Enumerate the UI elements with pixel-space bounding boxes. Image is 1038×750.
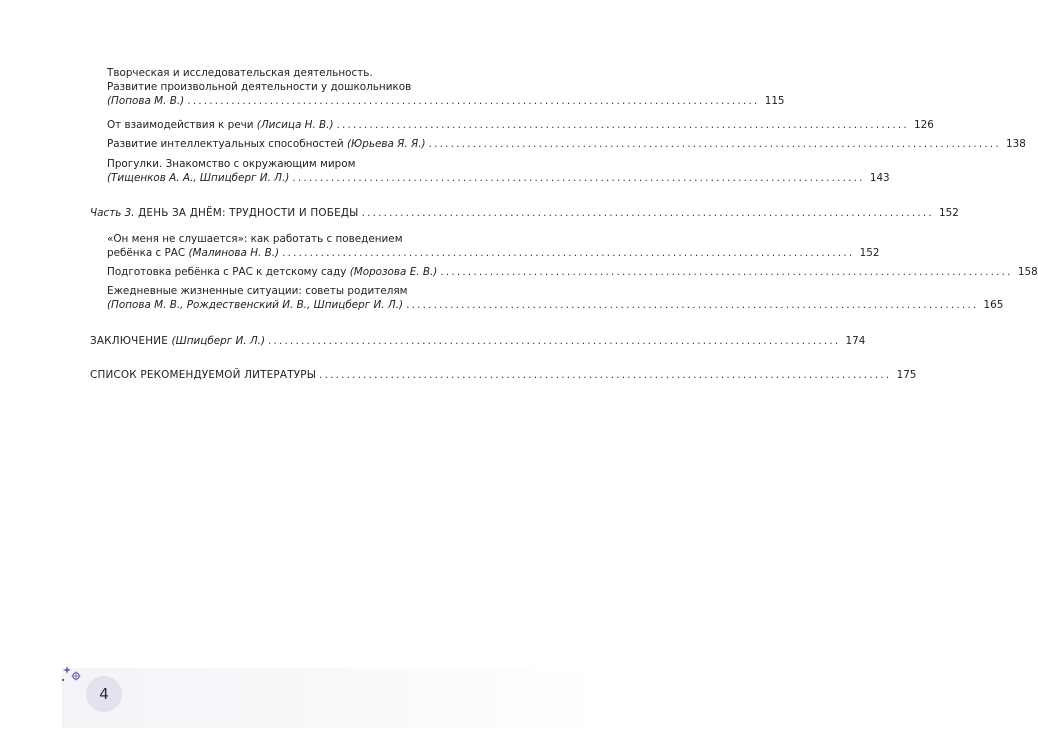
- toc-entry-author: (Морозова Е. В.): [349, 266, 438, 278]
- dot-leader: ........................................................................................................: [187, 95, 760, 107]
- toc-entry-title: От взаимодействия к речи: [107, 119, 257, 131]
- toc-entry-author: (Тищенков А. А., Шпицберг И. Л.): [107, 172, 290, 184]
- toc-entry-page: 126: [914, 119, 934, 131]
- toc-entry-author: (Малинова Н. В.): [188, 247, 280, 259]
- dot-leader: ........................................................................................................: [406, 299, 979, 311]
- toc-part-title: ДЕНЬ ЗА ДНЁМ: ТРУДНОСТИ И ПОБЕДЫ: [134, 207, 359, 219]
- toc-entry-page: 174: [845, 335, 866, 347]
- toc-entry-line: Развитие произвольной деятельности у дошкольников: [107, 81, 412, 93]
- dot-leader: ........................................................................................................: [336, 119, 909, 131]
- sparkle-icon: [58, 660, 88, 690]
- page-number: 4: [86, 676, 122, 712]
- toc-entry-line: «Он меня не слушается»: как работать с поведением: [107, 233, 403, 245]
- toc-entry-line: Прогулки. Знакомство с окружающим миром: [107, 158, 356, 170]
- toc-entry-page: 138: [1006, 138, 1026, 150]
- toc-entry-title: Развитие интеллектуальных способностей: [107, 138, 347, 150]
- toc-entry-interaction-to-speech[interactable]: [107, 118, 934, 132]
- toc-entry-author: (Лисица Н. В.): [256, 119, 334, 131]
- toc-entry-page: 152: [939, 207, 959, 219]
- toc-entry-kindergarten[interactable]: [107, 265, 1038, 279]
- toc-entry-line: Творческая и исследовательская деятельность.: [107, 67, 373, 79]
- dot-leader: ........................................................................................................: [268, 335, 841, 347]
- toc-entry-walks[interactable]: [107, 157, 890, 185]
- toc-entry-behavior[interactable]: [107, 232, 880, 260]
- toc-entry-intellectual-abilities[interactable]: [107, 137, 1026, 151]
- toc-entry-page: 175: [896, 369, 917, 381]
- toc-entry-page: 158: [1017, 266, 1038, 278]
- toc-entry-author: (Попова М. В., Рождественский И. В., Шпицберг И. Л.): [107, 299, 404, 311]
- toc-entry-title: Подготовка ребёнка с РАС к детскому саду: [107, 266, 350, 278]
- toc-entry-page: 115: [764, 95, 785, 107]
- toc-entry-literature[interactable]: [90, 368, 917, 382]
- dot-leader: ........................................................................................................: [361, 207, 934, 219]
- toc-entry-author: (Шпицберг И. Л.): [171, 335, 266, 347]
- dot-leader: ........................................................................................................: [428, 138, 1001, 150]
- toc-entry-conclusion[interactable]: [90, 334, 866, 348]
- dot-leader: ........................................................................................................: [282, 247, 855, 259]
- toc-entry-author: (Попова М. В.): [107, 95, 185, 107]
- toc-part-label: Часть 3.: [90, 207, 135, 219]
- toc-entry-title: СПИСОК РЕКОМЕНДУЕМОЙ ЛИТЕРАТУРЫ: [90, 369, 317, 381]
- dot-leader: ........................................................................................................: [292, 172, 865, 184]
- toc-entry-line: Ежедневные жизненные ситуации: советы родителям: [107, 285, 408, 297]
- toc-entry-title: ЗАКЛЮЧЕНИЕ: [90, 335, 172, 347]
- toc-entry-page: 152: [859, 247, 880, 259]
- toc-entry-page: 165: [983, 299, 1004, 311]
- toc-entry-daily-situations[interactable]: [107, 284, 1004, 312]
- toc-entry-page: 143: [869, 172, 890, 184]
- toc-entry-author: (Юрьева Я. Я.): [346, 138, 426, 150]
- toc-entry-part-3[interactable]: [90, 206, 959, 220]
- dot-leader: ........................................................................................................: [319, 369, 892, 381]
- toc-entry-creative-activity[interactable]: [107, 66, 785, 108]
- dot-leader: ........................................................................................................: [440, 266, 1013, 278]
- footer-band: [62, 668, 600, 728]
- toc-entry-title: ребёнка с РАС: [107, 247, 189, 259]
